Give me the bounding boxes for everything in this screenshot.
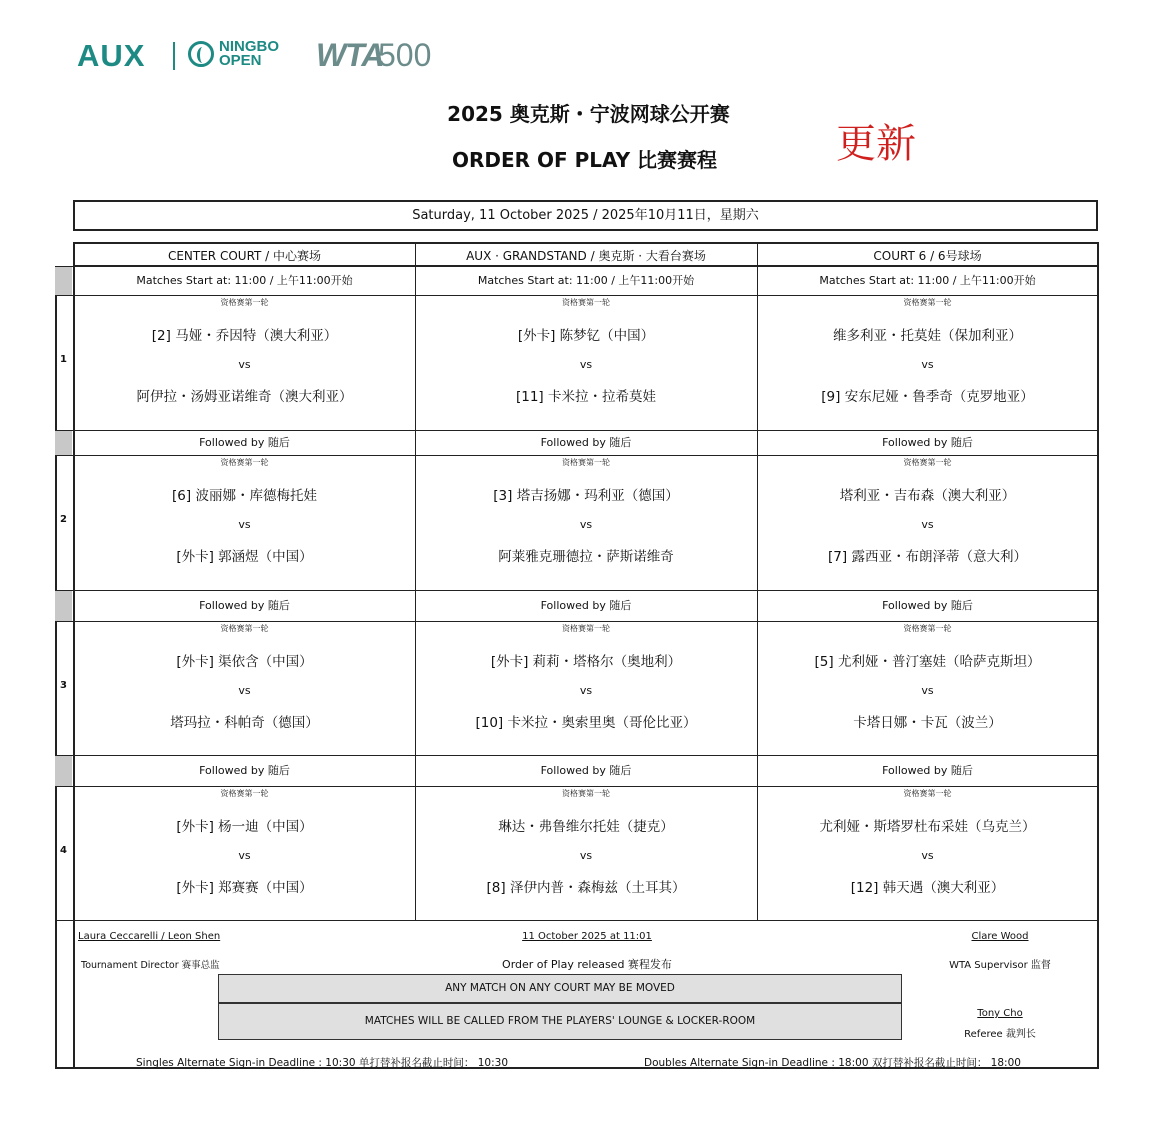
release-time: 11 October 2025 at 11:01 <box>522 931 652 942</box>
notice-banner-moved: ANY MATCH ON ANY COURT MAY BE MOVED <box>218 974 902 1003</box>
row-number-4: 4 <box>60 845 67 856</box>
start-time-2: Matches Start at: 11:00 / 上午11:00开始 <box>477 274 695 287</box>
notice-banner-called: MATCHES WILL BE CALLED FROM THE PLAYERS' LOUNGE & LOCKER-ROOM <box>218 1003 902 1040</box>
row-line-5 <box>55 621 1099 622</box>
player-one: [外卡] 渠依含（中国） <box>176 654 313 670</box>
player-two: [8] 泽伊内普・森梅兹（土耳其） <box>486 880 686 896</box>
round-label: 资格赛第一轮 <box>903 789 952 798</box>
player-two: [10] 卡米拉・奥索里奥（哥伦比亚） <box>475 715 697 731</box>
referee-name: Tony Cho <box>977 1008 1023 1019</box>
row-number-3: 3 <box>60 680 67 691</box>
slot-marker-2 <box>55 431 72 455</box>
player-two: 阿伊拉・汤姆亚诺维奇（澳大利亚） <box>136 389 353 405</box>
slot-marker-3 <box>55 591 72 621</box>
row-line-3 <box>55 455 1099 456</box>
player-one: [外卡] 陈梦钇（中国） <box>517 328 655 344</box>
player-one: [外卡] 莉莉・塔格尔（奥地利） <box>490 654 682 670</box>
followed-by-3-3: Followed by 随后 <box>882 764 973 777</box>
followed-by-2-2: Followed by 随后 <box>540 599 632 612</box>
ningbo-logo-line2: OPEN <box>219 52 262 69</box>
release-label: Order of Play released 赛程发布 <box>502 958 672 971</box>
slot-marker-1 <box>55 267 72 295</box>
col-line-num <box>55 266 57 1069</box>
round-label: 资格赛第一轮 <box>220 298 269 307</box>
row-line-7 <box>55 786 1099 787</box>
player-two: [7] 露西亚・布朗泽蒂（意大利） <box>828 549 1027 565</box>
vs-label: vs <box>579 518 593 531</box>
followed-by-1-1: Followed by 随后 <box>199 436 290 449</box>
ningbo-logo-line1: NINGBO <box>219 38 279 55</box>
vs-label: vs <box>921 518 934 531</box>
slot-marker-4 <box>55 756 72 786</box>
date-banner: Saturday, 11 October 2025 / 2025年10月11日，星期六 <box>73 200 1098 231</box>
round-label: 资格赛第一轮 <box>562 789 610 798</box>
round-label: 资格赛第一轮 <box>903 458 952 467</box>
start-time-1: Matches Start at: 11:00 / 上午11:00开始 <box>136 274 353 287</box>
player-one: [6] 波丽娜・库德梅托娃 <box>172 488 317 504</box>
followed-by-1-2: Followed by 随后 <box>540 436 632 449</box>
court-header-1: CENTER COURT / 中心赛场 <box>167 249 322 263</box>
player-one: [外卡] 杨一迪（中国） <box>176 819 313 835</box>
row-line-1 <box>55 295 1099 296</box>
supervisor-name: Clare Wood <box>971 931 1029 942</box>
followed-by-2-1: Followed by 随后 <box>199 599 290 612</box>
title-chinese-text: 2025 奥克斯・宁波网球公开赛 <box>447 102 730 126</box>
supervisor-title: WTA Supervisor 监督 <box>949 960 1051 971</box>
vs-label: vs <box>921 684 934 697</box>
player-one: [5] 尤利娅・普汀塞娃（哈萨克斯坦） <box>814 654 1041 670</box>
court-header-2: AUX · GRANDSTAND / 奥克斯 · 大看台赛场 <box>466 249 706 263</box>
followed-by-3-2: Followed by 随后 <box>540 764 632 777</box>
vs-label: vs <box>238 518 251 531</box>
player-one: 塔利亚・吉布森（澳大利亚） <box>839 488 1016 504</box>
vs-label: vs <box>921 849 934 862</box>
player-two: [11] 卡米拉・拉希莫娃 <box>515 389 656 405</box>
round-label: 资格赛第一轮 <box>562 458 610 467</box>
singles-deadline: Singles Alternate Sign-in Deadline : 10:30 单打替补报名截止时间： 10:30 <box>136 1057 509 1069</box>
row-line-8 <box>55 920 1099 921</box>
vs-label: vs <box>579 849 593 862</box>
followed-by-1-3: Followed by 随后 <box>882 436 973 449</box>
player-two: [外卡] 郑赛赛（中国） <box>176 880 313 896</box>
vs-label: vs <box>579 358 593 371</box>
title-english: ORDER OF PLAY 比赛赛程 <box>451 148 718 172</box>
round-label: 资格赛第一轮 <box>220 458 269 467</box>
round-label: 资格赛第一轮 <box>220 789 269 798</box>
round-label: 资格赛第一轮 <box>220 624 269 633</box>
player-two: [外卡] 郭涵煜（中国） <box>176 549 313 565</box>
director-title: Tournament Director 赛事总监 <box>81 960 220 971</box>
update-stamp: 更新 <box>836 121 916 167</box>
player-one: [3] 塔吉扬娜・玛利亚（德国） <box>493 488 679 504</box>
round-label: 资格赛第一轮 <box>903 298 952 307</box>
start-time-3: Matches Start at: 11:00 / 上午11:00开始 <box>819 274 1036 287</box>
vs-label: vs <box>238 684 251 697</box>
round-label: 资格赛第一轮 <box>903 624 952 633</box>
ningbo-open-logo <box>219 40 279 68</box>
round-label: 资格赛第一轮 <box>562 624 610 633</box>
vs-label: vs <box>579 684 593 697</box>
director-name: Laura Ceccarelli / Leon Shen <box>78 931 221 942</box>
ningbo-open-icon <box>188 41 214 67</box>
player-one: 尤利娅・斯塔罗杜布采娃（乌克兰） <box>819 819 1036 835</box>
title-chinese <box>0 98 1169 127</box>
vs-label: vs <box>238 849 251 862</box>
followed-by-3-1: Followed by 随后 <box>199 764 290 777</box>
logo-separator <box>173 42 175 70</box>
row-number-1: 1 <box>60 354 67 365</box>
player-one: [2] 马娅・乔因特（澳大利亚） <box>151 328 338 344</box>
followed-by-2-3: Followed by 随后 <box>882 599 973 612</box>
grid-top-line <box>73 242 1099 244</box>
player-one: 维多利亚・托莫娃（保加利亚） <box>833 328 1022 344</box>
vs-label: vs <box>921 358 934 371</box>
doubles-deadline: Doubles Alternate Sign-in Deadline : 18:00 双打替补报名截止时间： 18:00 <box>644 1057 1021 1069</box>
player-two: 阿莱雅克珊德拉・萨斯诺维奇 <box>498 549 674 565</box>
round-label: 资格赛第一轮 <box>562 298 610 307</box>
row-number-2: 2 <box>60 514 67 525</box>
player-two: [9] 安东尼娅・鲁季奇（克罗地亚） <box>821 389 1034 405</box>
wta-logo: WTA <box>316 37 384 73</box>
player-two: 塔玛拉・科帕奇（德国） <box>170 715 319 731</box>
referee-title: Referee 裁判长 <box>964 1029 1036 1040</box>
player-two: 卡塔日娜・卡瓦（波兰） <box>853 715 1002 731</box>
vs-label: vs <box>238 358 251 371</box>
player-two: [12] 韩天遇（澳大利亚） <box>850 880 1005 896</box>
player-one: 琳达・弗鲁维尔托娃（捷克） <box>498 819 674 835</box>
court-header-3: COURT 6 / 6号球场 <box>873 249 982 263</box>
aux-logo: AUX <box>77 38 146 73</box>
wta-level-logo: 500 <box>378 37 432 73</box>
